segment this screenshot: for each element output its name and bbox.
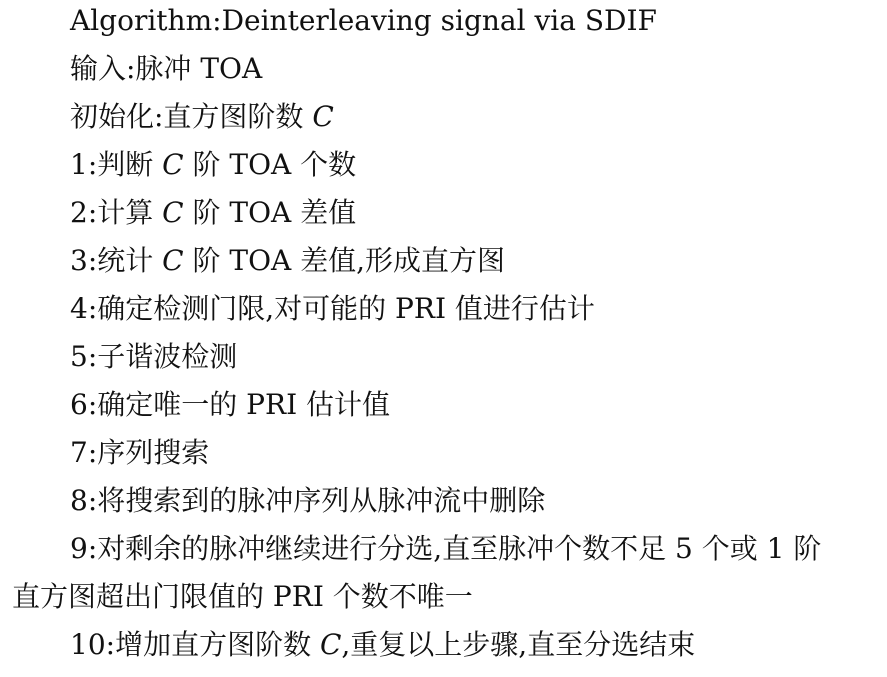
init-variable: C bbox=[312, 100, 334, 133]
step-3-text-b: 阶 TOA 差值,形成直方图 bbox=[183, 244, 506, 277]
step-1-text-b: 阶 TOA 个数 bbox=[183, 148, 357, 181]
step-1-variable: C bbox=[162, 148, 184, 181]
step-3-text-a: 3:统计 bbox=[70, 244, 163, 277]
init-line bbox=[70, 99, 334, 135]
input-line: 输入:脉冲 TOA bbox=[70, 52, 263, 85]
step-2-text-b: 阶 TOA 差值 bbox=[183, 196, 357, 229]
step-9-line-2: 直方图超出门限值的 PRI 个数不唯一 bbox=[12, 580, 473, 613]
init-text: 初始化:直方图阶数 bbox=[70, 100, 313, 133]
step-2-text-a: 2:计算 bbox=[70, 196, 163, 229]
step-2 bbox=[70, 195, 356, 231]
step-6: 6:确定唯一的 PRI 估计值 bbox=[70, 388, 391, 421]
algorithm-header: Algorithm:Deinterleaving signal via SDIF bbox=[70, 4, 657, 37]
step-2-variable: C bbox=[162, 196, 184, 229]
step-10-text-b: ,重复以上步骤,直至分选结束 bbox=[341, 628, 696, 661]
step-10-text-a: 10:增加直方图阶数 bbox=[70, 628, 320, 661]
step-3-variable: C bbox=[162, 244, 184, 277]
step-5: 5:子谐波检测 bbox=[70, 340, 238, 373]
step-9-line-1: 9:对剩余的脉冲继续进行分选,直至脉冲个数不足 5 个或 1 阶 bbox=[70, 532, 822, 565]
step-1 bbox=[70, 147, 356, 183]
step-4: 4:确定检测门限,对可能的 PRI 值进行估计 bbox=[70, 292, 595, 325]
step-10 bbox=[70, 627, 695, 663]
step-3 bbox=[70, 243, 505, 279]
step-8: 8:将搜索到的脉冲序列从脉冲流中删除 bbox=[70, 484, 546, 517]
step-1-text-a: 1:判断 bbox=[70, 148, 163, 181]
step-7: 7:序列搜索 bbox=[70, 436, 210, 469]
step-10-variable: C bbox=[319, 628, 342, 661]
